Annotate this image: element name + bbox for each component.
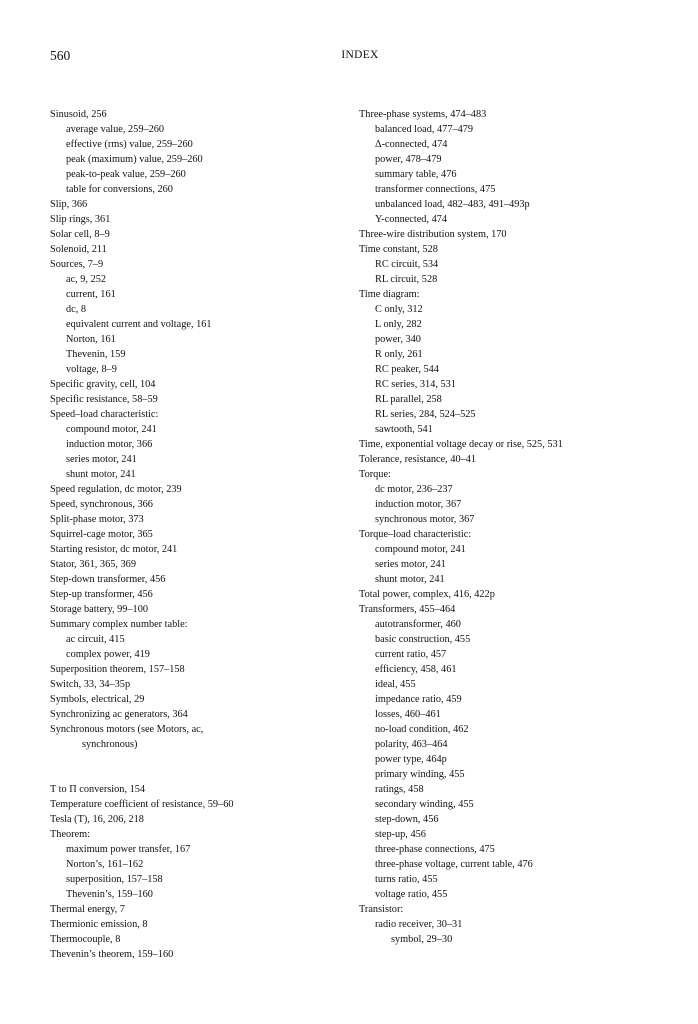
index-subentry: radio receiver, 30–31 — [375, 919, 463, 930]
index-subentry: equivalent current and voltage, 161 — [66, 319, 212, 330]
index-subentry: superposition, 157–158 — [66, 874, 163, 885]
index-subentry: maximum power transfer, 167 — [66, 844, 191, 855]
index-subentry: symbol, 29–30 — [391, 934, 453, 945]
index-entry: Tesla (T), 16, 206, 218 — [50, 814, 144, 825]
index-entry: Speed, synchronous, 366 — [50, 499, 153, 510]
index-entry: Time, exponential voltage decay or rise, 525, 531 — [359, 439, 563, 450]
index-subentry: ac, 9, 252 — [66, 274, 107, 285]
index-subentry: effective (rms) value, 259–260 — [66, 139, 193, 150]
index-subentry: no-load condition, 462 — [375, 724, 469, 735]
index-subentry: current ratio, 457 — [375, 649, 447, 660]
index-entry: Theorem: — [50, 829, 91, 840]
index-subentry: voltage ratio, 455 — [375, 889, 448, 900]
index-entry: Total power, complex, 416, 422p — [359, 589, 495, 600]
index-subentry: summary table, 476 — [375, 169, 457, 180]
index-subentry: transformer connections, 475 — [375, 184, 496, 195]
index-subentry: sawtooth, 541 — [375, 424, 433, 435]
index-entry: Thermionic emission, 8 — [50, 919, 148, 930]
index-entry: Speed–load characteristic: — [50, 409, 159, 420]
index-subentry: RL series, 284, 524–525 — [375, 409, 476, 420]
index-subentry: RC peaker, 544 — [375, 364, 439, 375]
index-subentry: compound motor, 241 — [66, 424, 157, 435]
index-subentry: series motor, 241 — [66, 454, 137, 465]
index-entry: Squirrel-cage motor, 365 — [50, 529, 153, 540]
index-entry: Synchronizing ac generators, 364 — [50, 709, 188, 720]
page-number: 560 — [50, 48, 71, 63]
index-subentry: series motor, 241 — [375, 559, 446, 570]
index-entry: Starting resistor, dc motor, 241 — [50, 544, 178, 555]
index-column-left — [50, 107, 350, 962]
index-subentry: losses, 460–461 — [375, 709, 441, 720]
index-subentry: RL parallel, 258 — [375, 394, 442, 405]
index-subentry: power, 478–479 — [375, 154, 442, 165]
index-entry: Time constant, 528 — [359, 244, 438, 255]
index-entry: Speed regulation, dc motor, 239 — [50, 484, 182, 495]
index-entry: Temperature coefficient of resistance, 59–60 — [50, 799, 234, 810]
index-entry: Symbols, electrical, 29 — [50, 694, 145, 705]
index-subentry: Thevenin’s, 159–160 — [66, 889, 153, 900]
index-entry: Thermocouple, 8 — [50, 934, 121, 945]
index-entry: Thermal energy, 7 — [50, 904, 125, 915]
index-subentry: current, 161 — [66, 289, 116, 300]
index-subentry: impedance ratio, 459 — [375, 694, 462, 705]
index-entry: Three-wire distribution system, 170 — [359, 229, 507, 240]
index-subentry: power type, 464p — [375, 754, 447, 765]
index-entry: Torque: — [359, 469, 391, 480]
index-subentry: C only, 312 — [375, 304, 423, 315]
index-subentry: compound motor, 241 — [375, 544, 466, 555]
index-subentry: ac circuit, 415 — [66, 634, 125, 645]
index-entry: Slip rings, 361 — [50, 214, 111, 225]
index-subentry: power, 340 — [375, 334, 421, 345]
index-subentry: peak-to-peak value, 259–260 — [66, 169, 186, 180]
index-subentry: average value, 259–260 — [66, 124, 165, 135]
index-subentry: table for conversions, 260 — [66, 184, 173, 195]
index-subentry: peak (maximum) value, 259–260 — [66, 154, 203, 165]
index-subentry: dc, 8 — [66, 304, 87, 315]
index-entry: Specific gravity, cell, 104 — [50, 379, 156, 390]
index-subentry: balanced load, 477–479 — [375, 124, 474, 135]
index-entry: Step-up transformer, 456 — [50, 589, 153, 600]
index-subentry: turns ratio, 455 — [375, 874, 438, 885]
index-subentry: voltage, 8–9 — [66, 364, 117, 375]
index-subentry: three-phase connections, 475 — [375, 844, 495, 855]
index-column-right — [359, 107, 669, 947]
index-entry: Switch, 33, 34–35p — [50, 679, 131, 690]
index-subentry: RL circuit, 528 — [375, 274, 438, 285]
index-entry: Tolerance, resistance, 40–41 — [359, 454, 477, 465]
index-entry: Superposition theorem, 157–158 — [50, 664, 185, 675]
index-entry: Stator, 361, 365, 369 — [50, 559, 136, 570]
index-subentry: step-up, 456 — [375, 829, 426, 840]
index-entry: Three-phase systems, 474–483 — [359, 109, 487, 120]
index-entry: Sources, 7–9 — [50, 259, 104, 270]
index-subentry: RC series, 314, 531 — [375, 379, 456, 390]
index-subentry: autotransformer, 460 — [375, 619, 461, 630]
index-subentry: Y-connected, 474 — [375, 214, 448, 225]
index-entry: Transistor: — [359, 904, 404, 915]
index-entry: Solar cell, 8–9 — [50, 229, 110, 240]
index-subentry: induction motor, 366 — [66, 439, 153, 450]
index-entry: Solenoid, 211 — [50, 244, 107, 255]
index-entry: Specific resistance, 58–59 — [50, 394, 158, 405]
index-subentry: secondary winding, 455 — [375, 799, 474, 810]
index-entry: Thevenin’s theorem, 159–160 — [50, 949, 174, 960]
index-subentry: Thevenin, 159 — [66, 349, 126, 360]
index-subentry: Norton’s, 161–162 — [66, 859, 144, 870]
index-subentry: three-phase voltage, current table, 476 — [375, 859, 533, 870]
index-entry: Transformers, 455–464 — [359, 604, 456, 615]
index-subentry: complex power, 419 — [66, 649, 150, 660]
index-subentry: shunt motor, 241 — [375, 574, 445, 585]
index-entry: Time diagram: — [359, 289, 420, 300]
index-subentry: polarity, 463–464 — [375, 739, 448, 750]
index-subentry: synchronous motor, 367 — [375, 514, 475, 525]
index-subentry: basic construction, 455 — [375, 634, 471, 645]
index-subentry: efficiency, 458, 461 — [375, 664, 457, 675]
index-subentry: induction motor, 367 — [375, 499, 462, 510]
index-subentry: Norton, 161 — [66, 334, 116, 345]
index-subentry: ideal, 455 — [375, 679, 416, 690]
index-subentry: Δ-connected, 474 — [375, 139, 448, 150]
index-entry: Storage battery, 99–100 — [50, 604, 148, 615]
index-subentry: L only, 282 — [375, 319, 422, 330]
index-entry: Summary complex number table: — [50, 619, 188, 630]
index-entry: Slip, 366 — [50, 199, 88, 210]
index-subentry: shunt motor, 241 — [66, 469, 136, 480]
index-subentry: RC circuit, 534 — [375, 259, 439, 270]
index-subentry: dc motor, 236–237 — [375, 484, 453, 495]
index-entry: T to Π conversion, 154 — [50, 784, 146, 795]
section-gap — [50, 752, 350, 782]
running-head: INDEX — [341, 49, 379, 61]
index-subentry: ratings, 458 — [375, 784, 424, 795]
index-entry: Synchronous motors (see Motors, ac, — [50, 724, 204, 735]
index-entry: Sinusoid, 256 — [50, 109, 107, 120]
index-subentry: primary winding, 455 — [375, 769, 465, 780]
index-entry: Torque–load characteristic: — [359, 529, 472, 540]
index-subentry: R only, 261 — [375, 349, 423, 360]
index-entry: Split-phase motor, 373 — [50, 514, 144, 525]
index-subentry: step-down, 456 — [375, 814, 439, 825]
index-entry: Step-down transformer, 456 — [50, 574, 166, 585]
index-subentry: synchronous) — [82, 739, 138, 750]
index-subentry: unbalanced load, 482–483, 491–493p — [375, 199, 530, 210]
